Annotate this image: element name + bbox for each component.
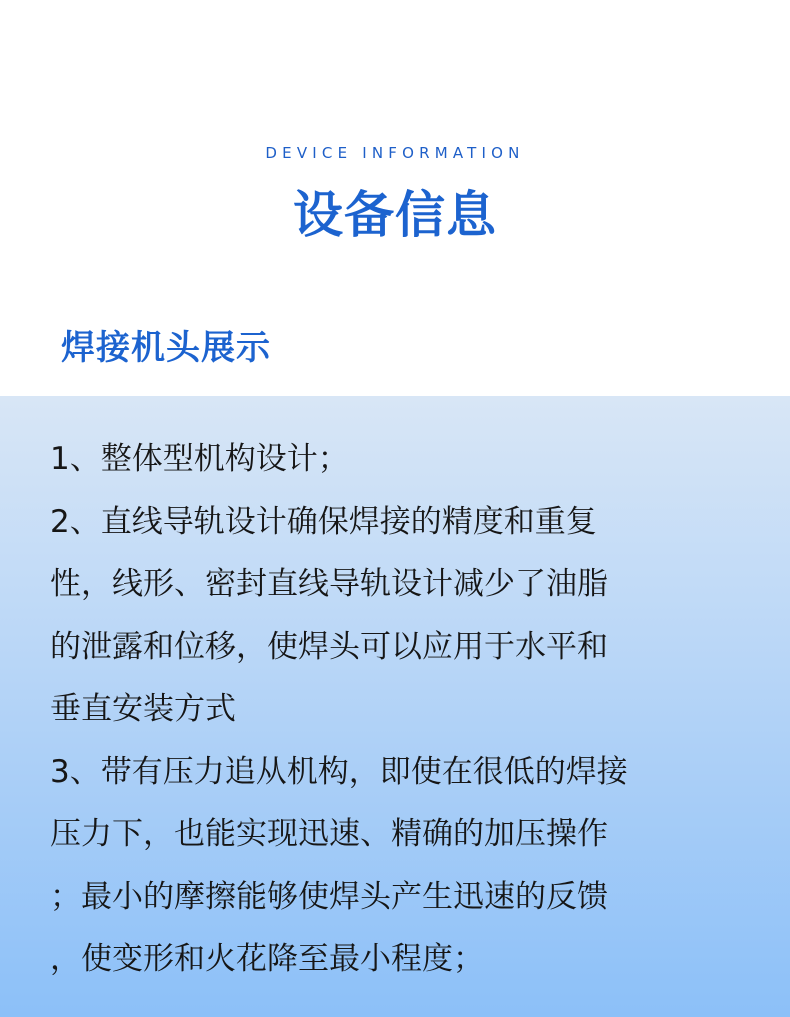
text-line: ，使变形和火花降至最小程度；	[50, 941, 484, 977]
section-eyebrow: DEVICE INFORMATION	[265, 144, 525, 162]
text-line: ；最小的摩擦能够使焊头产生迅速的反馈	[50, 878, 608, 915]
section-heading: 焊接机头展示	[61, 328, 271, 368]
text-line: 3、带有压力追从机构，即使在很低的焊接	[50, 753, 628, 790]
text-line: 2、直线导轨设计确保焊接的精度和重复	[50, 503, 597, 540]
text-line: 的泄露和位移，使焊头可以应用于水平和	[50, 628, 608, 665]
feature-description	[50, 428, 750, 991]
text-line: 垂直安装方式	[50, 691, 236, 727]
page-title: 设备信息	[293, 185, 497, 244]
text-line: 压力下，也能实现迅速、精确的加压操作	[50, 816, 608, 852]
text-line: 1、整体型机构设计；	[50, 441, 349, 477]
text-line: 性，线形、密封直线导轨设计减少了油脂	[50, 566, 608, 602]
